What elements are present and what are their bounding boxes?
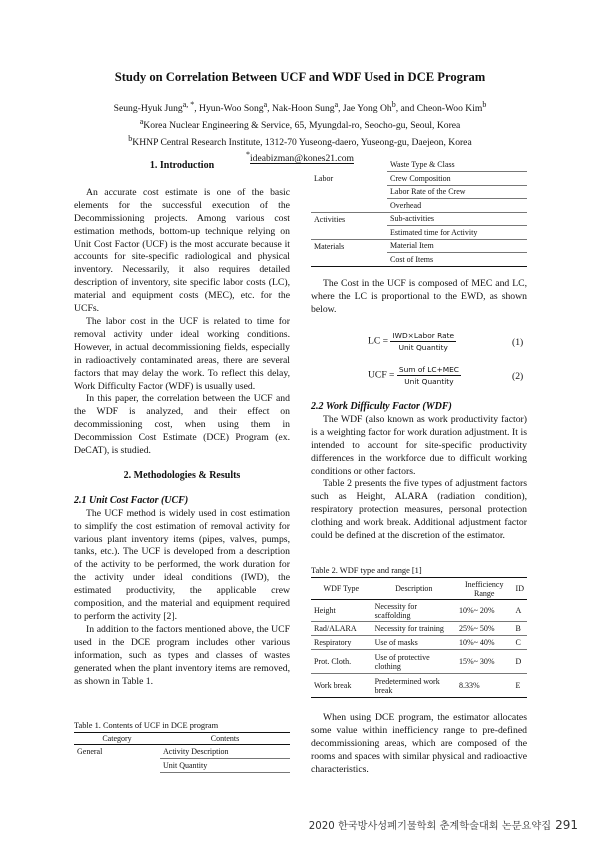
table-cell: E xyxy=(515,681,521,690)
table-cell xyxy=(311,226,387,240)
table-cell: Sub-activities xyxy=(387,212,527,226)
author-list xyxy=(0,99,600,116)
subsection-heading-wdf: 2.2 Work Difficulty Factor (WDF) xyxy=(311,401,452,412)
page-footer xyxy=(309,817,578,832)
table-cell: Waste Type & Class xyxy=(387,158,527,172)
equation-1: LC = $\frac{\text{IWD×Labor Rate}}{\text{Unit Quantity}}$ xyxy=(368,331,455,352)
wdf-paragraph: The WDF (also known as work productivity factor) is a weighting factor for work duration adjustment. It is intended to account for site-specific productivity differences in the workforce due to difficult working conditions or other factors. xyxy=(311,413,527,477)
intro-paragraph: The labor cost in the UCF is related to time for removal activity under ideal working conditions. However, in actual decommissioning fields, especially in radioactively contaminated areas, there are several factors that may delay the work. To reflect this delay, Work Difficulty Factor (WDF) is usually used. xyxy=(74,315,290,392)
table-cell: Predetermined work break xyxy=(374,676,440,695)
table-cell: A xyxy=(515,606,522,615)
ucf-paragraph: The UCF method is widely used in cost estimation to simplify the cost estimation of removal activity for various plant inventory items (pipes, valves, pumps, tanks, etc.). The UCF is developed from a description of the activity to be performed, the work duration for the activity under ideal conditions (IWD), the estimated productivity, the applicable crew composition, and the material and equipment required to perform the activity [2]. xyxy=(74,507,290,622)
table-cell: Necessity for scaffolding xyxy=(374,601,418,620)
affiliation-b: $^b$KHNP Central Research Institute, 1312-70 Yuseong-daero, Yuseong-gu, Daejeon, Korea xyxy=(128,133,472,148)
table-cell xyxy=(311,158,387,172)
table-cell: Overhead xyxy=(390,200,422,210)
author-name: , Jae Yong Oh xyxy=(338,103,392,115)
cost-paragraph: The Cost in the UCF is composed of MEC and LC, where the LC is proportional to the EWD, as shown below. xyxy=(311,278,527,315)
table-header: ID xyxy=(515,584,524,593)
author-superscript: b xyxy=(482,100,487,109)
right-column-middle xyxy=(311,401,527,543)
table-cell xyxy=(311,199,387,213)
author-name: Seung-Hyuk Jung xyxy=(113,103,183,115)
final-paragraph: When using DCE program, the estimator allocates some value within inefficiency range to pre-defined decommissioning areas, which are composed of the rooms and spaces with similar physical and radioactive characteristics. xyxy=(311,712,527,775)
author-block xyxy=(0,99,600,166)
equation-2-number: (2) xyxy=(512,371,524,382)
corresponding-email: *ideabizman@kones21.com xyxy=(246,150,354,165)
table-cell: 10%~ 40% xyxy=(458,638,495,647)
table-cell: Prot. Cloth. xyxy=(314,657,352,666)
table-cell xyxy=(311,253,387,267)
email-link[interactable]: ideabizman@kones21.com xyxy=(250,153,354,165)
table1-caption: Table 1. Contents of UCF in DCE program xyxy=(74,721,219,730)
paper-title: Study on Correlation Between UCF and WDF Used in DCE Program xyxy=(114,70,486,84)
table-cell: Rad/ALARA xyxy=(314,624,357,633)
table-cell: Materials xyxy=(314,241,345,251)
left-column xyxy=(74,160,290,688)
table-header: WDF Type xyxy=(323,584,360,593)
right-column-bottom xyxy=(311,712,527,777)
table-header: Category xyxy=(102,734,132,743)
table-cell: Labor Rate of the Crew xyxy=(387,185,527,199)
table-header: Contents xyxy=(210,734,240,743)
table-cell: General xyxy=(77,747,103,757)
affiliation-a: $^a$Korea Nuclear Engineering & Service, 65, Myungdal-ro, Seocho-gu, Seoul, Korea xyxy=(139,116,461,131)
author-superscript: a, * xyxy=(182,100,195,109)
table-cell: Necessity for training xyxy=(374,624,444,633)
table-cell: Labor xyxy=(314,173,334,183)
table-cell: Material Item xyxy=(387,239,527,253)
author-superscript: a xyxy=(334,100,339,109)
author-superscript: a xyxy=(263,100,268,109)
proceedings-name: 2020 한국방사성폐기물학회 춘계학술대회 논문요약집 xyxy=(308,821,552,832)
table-cell: Activities xyxy=(314,214,346,224)
table-header: Inefficiency Range xyxy=(464,579,504,598)
table-cell: 10%~ 20% xyxy=(458,606,495,615)
table-cell xyxy=(311,185,387,199)
table-cell xyxy=(74,759,160,773)
wdf-paragraph: Table 2 presents the five types of adjustment factors such as Height, ALARA (radiation condition), respiratory protection measures, personal protection clothing and work break. Additional adjustment factor could be defined at the discretion of the estimator. xyxy=(311,478,527,542)
section-heading-methods: 2. Methodologies & Results xyxy=(123,469,241,481)
ucf-paragraph: In addition to the factors mentioned above, the UCF used in the DCE program includes other various information, such as types and classes of wastes generated when the plant inventory items are removed, as shown in Table 1. xyxy=(74,623,290,687)
author-superscript: b xyxy=(391,100,396,109)
author-name: , and Cheon-Woo Kim xyxy=(395,103,483,115)
table-cell: Activity Description xyxy=(160,745,290,759)
intro-paragraph: In this paper, the correlation between the UCF and the WDF is analyzed, and their effect on decommissioning cost, when using them in Decommission Cost Estimate (DCE) Program (ex. DeCAT), is studied. xyxy=(74,393,290,457)
table2 xyxy=(311,577,527,698)
table-cell: Respiratory xyxy=(314,638,352,647)
section-heading-introduction: 1. Introduction xyxy=(149,160,215,171)
table-cell: C xyxy=(515,638,521,647)
page-number: 291 xyxy=(555,818,578,832)
table-cell: Estimated time for Activity xyxy=(390,227,478,237)
table-cell: 15%~ 30% xyxy=(458,657,495,666)
author-name: , Nak-Hoon Sung xyxy=(267,103,335,115)
intro-paragraph: An accurate cost estimate is one of the basic elements for the successful execution of the Decommissioning projects. Among various cost estimation methods, bottom-up technique relying on Unit Cost Factor (UCF) is the most accurate because it accounts for site-specific radiological and physical inventory. Necessarily, it also requires detailed description of inventory, site specific labor costs (LC), material and equipment costs (MEC), etc. for the UCFs. xyxy=(74,186,290,315)
table2-caption: Table 2. WDF type and range [1] xyxy=(311,566,422,575)
author-name: , Hyun-Woo Song xyxy=(194,103,264,115)
table-header: Description xyxy=(395,584,433,593)
table1-part1 xyxy=(74,732,290,773)
table-cell: 25%~ 50% xyxy=(458,624,495,633)
table-cell: Height xyxy=(314,606,336,615)
table-cell: Cost of Items xyxy=(390,254,434,264)
table-cell: Crew Composition xyxy=(387,172,527,186)
table-cell: Use of protective clothing xyxy=(374,652,430,671)
table-cell: 8.33% xyxy=(458,681,480,690)
table-cell: Unit Quantity xyxy=(160,759,290,773)
table-cell: B xyxy=(515,624,521,633)
equation-2: UCF = $\frac{\text{Sum of LC+MEC}}{\text{Unit Quantity}}$ xyxy=(368,365,459,386)
table-cell: D xyxy=(515,657,522,666)
table-cell: Work break xyxy=(314,681,352,690)
table-cell: Use of masks xyxy=(374,638,418,647)
right-column-top xyxy=(311,278,527,317)
table1-part2 xyxy=(311,158,527,267)
equation-1-number: (1) xyxy=(512,337,524,348)
subsection-heading-ucf: 2.1 Unit Cost Factor (UCF) xyxy=(74,494,189,506)
